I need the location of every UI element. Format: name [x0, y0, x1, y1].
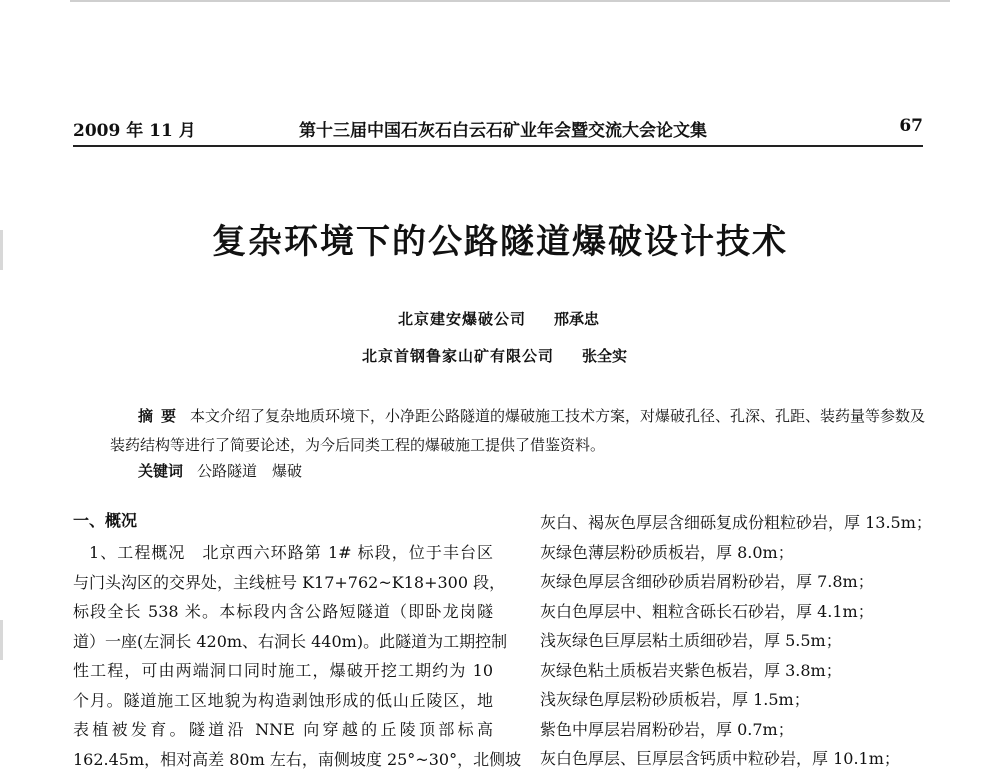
strata-layer: 灰绿色薄层粉砂质板岩，厚 8.0m；	[540, 538, 960, 568]
abstract-text: 本文介绍了复杂地质环境下，小净距公路隧道的爆破施工技术方案，对爆破孔径、孔深、孔距、装药量等参数及装药结构等进行了简要论述，为今后同类工程的爆破施工提供了借鉴资料。	[110, 407, 925, 454]
author-line	[362, 345, 627, 366]
strata-layer: 灰绿色粘土质板岩夹紫色板岩，厚 3.8m；	[540, 656, 960, 686]
keywords-label: 关键词	[138, 462, 183, 480]
body-line: 表植被发育。隧道沿 NNE 向穿越的丘陵顶部标高	[73, 715, 493, 745]
strata-layer: 灰白、褐灰色厚层含细砾复成份粗粒砂岩，厚 13.5m；	[540, 508, 960, 538]
header-page-number: 67	[899, 116, 923, 136]
header-date: 2009 年 11 月	[73, 116, 196, 141]
body-line: 标段全长 538 米。本标段内含公路短隧道（即卧龙岗隧	[73, 597, 493, 627]
scan-top-edge	[70, 0, 950, 2]
strata-layer: 灰白色厚层中、粗粒含砾长石砂岩，厚 4.1m；	[540, 597, 960, 627]
body-line: 性工程，可由两端洞口同时施工，爆破开挖工期约为 10	[73, 656, 493, 686]
body-line: 道）一座(左洞长 420m、右洞长 440m)。此隧道为工期控制	[73, 627, 493, 657]
body-line: 与门头沟区的交界处，主线桩号 K17+762~K18+300 段，	[73, 568, 493, 598]
strata-layer: 浅灰绿色厚层粉砂质板岩，厚 1.5m；	[540, 685, 960, 715]
running-header	[73, 116, 923, 142]
strata-layer: 浅灰绿色巨厚层粘土质细砂岩，厚 5.5m；	[540, 626, 960, 656]
keywords	[138, 460, 302, 481]
author-line	[398, 308, 599, 329]
body-line: 1、工程概况 北京西六环路第 1# 标段，位于丰台区	[73, 538, 493, 568]
abstract	[110, 402, 930, 460]
scan-edge-mark	[0, 620, 3, 660]
keywords-list: 公路隧道 爆破	[197, 462, 302, 480]
body-line: 个月。隧道施工区地貌为构造剥蚀形成的低山丘陵区，地	[73, 686, 493, 716]
author-name: 张全实	[582, 347, 627, 365]
left-column	[73, 508, 493, 774]
strata-layer: 灰白色厚层、巨厚层含钙质中粒砂岩，厚 10.1m；	[540, 744, 960, 774]
author-affiliation: 北京首钢鲁家山矿有限公司	[362, 347, 554, 365]
author-name: 邢承忠	[554, 310, 599, 328]
section-heading: 一、概况	[73, 508, 493, 538]
header-proceedings-title: 第十三届中国石灰石白云石矿业年会暨交流大会论文集	[299, 116, 707, 141]
right-column	[540, 508, 960, 774]
strata-layer: 灰绿色厚层含细砂砂质岩屑粉砂岩，厚 7.8m；	[540, 567, 960, 597]
paper-title: 复杂环境下的公路隧道爆破设计技术	[0, 214, 1000, 263]
strata-layer: 紫色中厚层岩屑粉砂岩，厚 0.7m；	[540, 715, 960, 745]
header-rule	[73, 145, 923, 147]
body-line: 162.45m，相对高差 80m 左右，南侧坡度 25°~30°，北侧坡	[73, 745, 493, 774]
author-affiliation: 北京建安爆破公司	[398, 310, 526, 328]
abstract-label: 摘要	[138, 407, 184, 425]
